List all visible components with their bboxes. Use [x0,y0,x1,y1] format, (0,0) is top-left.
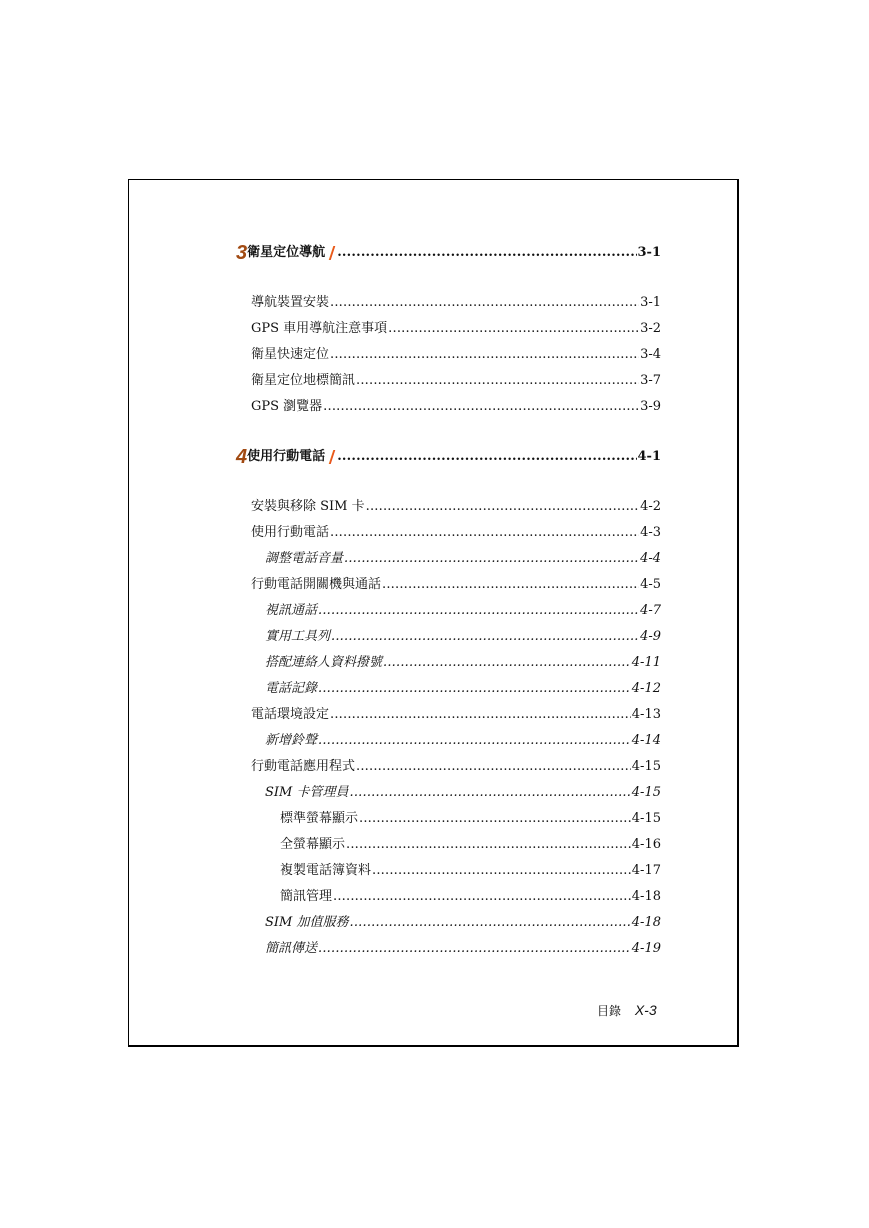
page-number: 4-19 [631,941,661,956]
dot-leader [350,785,631,801]
dot-leader [344,551,639,567]
entry-label: 新增鈴聲 [265,733,318,748]
dot-leader [356,373,639,389]
slash-icon [329,246,336,260]
chapter-heading[interactable] [236,444,661,470]
dot-leader [383,655,631,671]
dot-leader [366,499,639,515]
entry-label: SIM 卡管理員 [265,785,349,800]
page-number: 4-4 [640,551,661,566]
dot-leader [330,295,639,311]
entry-label: 導航裝置安裝 [251,295,330,310]
dot-leader [359,811,631,827]
entry-label: 衛星快速定位 [251,347,330,362]
spacer [236,470,661,494]
page-footer [597,1002,657,1019]
entry-label: SIM 加值服務 [265,915,349,930]
chapter-heading[interactable] [236,240,661,266]
page-number: 4-15 [631,759,661,774]
dot-leader [331,629,639,645]
entry-label: 電話記錄 [265,681,318,696]
dot-leader [323,399,639,415]
dot-leader [330,525,639,541]
toc-entry[interactable] [236,394,661,420]
entry-label: 安裝與移除 SIM 卡 [251,499,365,514]
page-number: 4-18 [631,889,661,904]
page-number: 4-1 [637,449,661,464]
toc-entry[interactable] [236,936,661,962]
dot-leader [318,681,631,697]
page-number: 4-18 [631,915,661,930]
toc-entry[interactable] [236,546,661,572]
entry-label: 複製電話簿資料 [280,863,372,878]
dot-leader [318,733,631,749]
toc-entry[interactable] [236,290,661,316]
entry-label: GPS 瀏覽器 [251,399,323,414]
toc-entry[interactable] [236,650,661,676]
entry-label: 簡訊管理 [280,889,333,904]
toc-entry[interactable] [236,884,661,910]
toc-entry[interactable] [236,368,661,394]
entry-label: 調整電話音量 [265,551,344,566]
entry-label: 簡訊傳送 [265,941,318,956]
page-number: 4-15 [631,785,661,800]
toc-entry[interactable] [236,624,661,650]
dot-leader [330,347,639,363]
dot-leader [318,603,639,619]
spacer [236,420,661,444]
chapter-number: 3 [236,242,248,264]
dot-leader [356,759,631,775]
page-number: 3-9 [640,399,661,414]
toc-entry[interactable] [236,598,661,624]
dot-leader [382,577,639,593]
toc-entry[interactable] [236,806,661,832]
entry-label: 全螢幕顯示 [280,837,346,852]
dot-leader [346,837,631,853]
page-number: 3-2 [640,321,661,336]
spacer [236,266,661,290]
page-number: 4-3 [640,525,661,540]
toc-entry[interactable] [236,702,661,728]
entry-label: 搭配連絡人資料撥號 [265,655,383,670]
toc-entry[interactable] [236,676,661,702]
toc-entry[interactable] [236,494,661,520]
dot-leader [372,863,631,879]
entry-label: 實用工具列 [265,629,331,644]
page-number: 4-15 [631,811,661,826]
dot-leader [337,245,636,261]
entry-label: 使用行動電話 [251,525,330,540]
page-number: 3-1 [640,295,661,310]
toc-entry[interactable] [236,754,661,780]
toc-entry[interactable] [236,910,661,936]
dot-leader [337,449,636,465]
slash-icon [329,450,336,464]
entry-label: 衛星定位地標簡訊 [251,373,356,388]
dot-leader [318,941,631,957]
toc-entry[interactable] [236,832,661,858]
entry-label: GPS 車用導航注意事項 [251,321,388,336]
page-number: 3-7 [640,373,661,388]
page-number: 4-14 [631,733,661,748]
entry-label: 標準螢幕顯示 [280,811,359,826]
page-number: 4-2 [640,499,661,514]
page-number: 4-13 [631,707,661,722]
footer-caption: 目錄 [597,1004,622,1018]
page-number: 4-17 [631,863,661,878]
entry-label: 行動電話開關機與通話 [251,577,382,592]
page-number: 4-9 [640,629,661,644]
entry-label: 視訊通話 [265,603,318,618]
entry-label: 行動電話應用程式 [251,759,356,774]
table-of-contents [236,240,661,962]
page-number: 4-16 [631,837,661,852]
footer-page-number: X-3 [634,1002,657,1018]
chapter-title: 衛星定位導航 [247,245,326,260]
page-number: 4-11 [631,655,661,670]
toc-entry[interactable] [236,520,661,546]
toc-entry[interactable] [236,728,661,754]
toc-entry[interactable] [236,316,661,342]
chapter-title: 使用行動電話 [247,449,326,464]
dot-leader [330,707,631,723]
toc-entry[interactable] [236,572,661,598]
page-number: 3-4 [640,347,661,362]
dot-leader [388,321,639,337]
toc-entry[interactable] [236,858,661,884]
page-number: 4-12 [631,681,661,696]
dot-leader [333,889,631,905]
toc-entry[interactable] [236,342,661,368]
page-number: 4-7 [640,603,661,618]
entry-label: 電話環境設定 [251,707,330,722]
toc-entry[interactable] [236,780,661,806]
page-number: 3-1 [637,245,661,260]
chapter-number: 4 [236,446,248,468]
page-number: 4-5 [640,577,661,592]
dot-leader [350,915,631,931]
